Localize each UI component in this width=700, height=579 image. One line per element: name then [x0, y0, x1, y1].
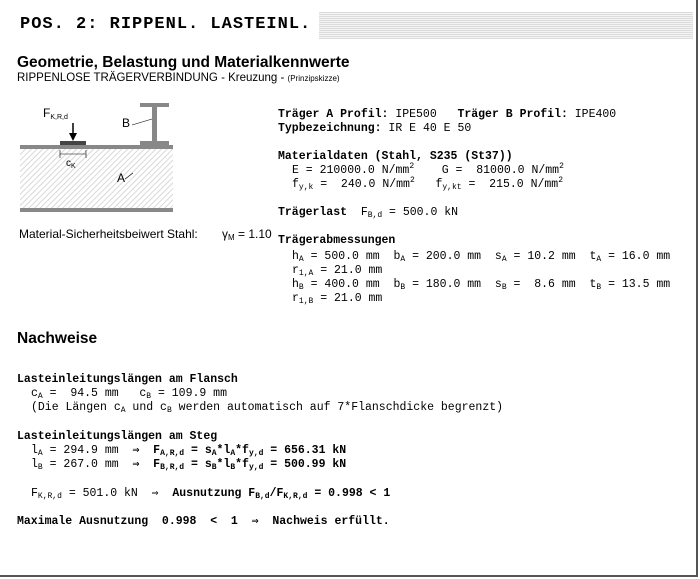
section-subtitle: RIPPENLOSE TRÄGERVERBINDUNG - Kreuzung - (Prinzipskizze)	[17, 72, 340, 84]
force-arrow-head	[69, 133, 77, 141]
dims-heading: Trägerabmessungen	[278, 234, 396, 247]
beam-a-label: A	[117, 171, 126, 185]
steg-row-b: $l_B = 267.0$ mm ⇒ $F_{B,R,d} = s_B*l_B*f_{y,d} = 500.99$ kN	[31, 458, 347, 472]
beam-b-top-flange	[140, 103, 169, 107]
dims-r1b-row: $r_{1,B} = 21.0$ mm	[292, 292, 383, 306]
beam-b-leader	[132, 119, 152, 125]
material-fy: $f_{y,k} = 240.0$ $N/mm^2$ $f_{y,kt} = 215.0$ $N/mm^2$	[292, 176, 564, 192]
safety-factor-value: $\gamma_M = 1.10$	[222, 227, 272, 242]
beam-b-bottom-flange	[140, 141, 169, 145]
ck-label: $c_K$	[66, 158, 76, 170]
steg-heading: Lasteinleitungslängen am Steg	[17, 430, 218, 443]
beam-a-top-flange	[20, 145, 173, 149]
dims-r1a-row: $r_{1,A} = 21.0$ mm	[292, 264, 383, 278]
dims-b-row: $h_B = 400.0$ mm $b_B = 180.0$ mm $s_B = 8.6$ mm $t_B = 13.5$ mm	[292, 278, 671, 292]
flansch-heading: Lasteinleitungslängen am Flansch	[17, 373, 238, 386]
material-heading: Materialdaten (Stahl, S235 (St37))	[278, 150, 513, 163]
beam-a-web	[20, 149, 173, 208]
material-e-g: E = 210000.0 $N/mm^2$ G = 81000.0 $N/mm^2$	[292, 162, 564, 177]
load-plate	[60, 141, 86, 145]
ausnutzung-line: $F_{K,R,d} = 501.0$ kN ⇒ Ausnutzung $F_{B,d}/F_{K,R,d} = 0.998 < 1$	[31, 487, 391, 501]
section-title-nachweise: Nachweise	[17, 330, 98, 347]
steg-row-a: $l_A = 294.9$ mm ⇒ $F_{A,R,d} = s_A*l_A*f_{y,d} = 656.31$ kN	[31, 444, 347, 458]
flansch-note: (Die Längen $c_A$ und $c_B$ werden automatisch auf 7*Flanschdicke begrenzt)	[31, 401, 504, 415]
beam-a-bottom-flange	[20, 208, 173, 212]
beam-crossing-sketch	[0, 95, 290, 225]
position-title: POS. 2: RIPPENL. LASTEINL.	[3, 12, 319, 39]
section-title-geometry: Geometrie, Belastung und Materialkennwerte	[17, 54, 350, 71]
profile-line: Träger A Profil: IPE500 Träger B Profil: IPE400	[278, 108, 617, 121]
safety-factor-label: Material-Sicherheitsbeiwert Stahl:	[19, 227, 198, 241]
dims-a-row: $h_A = 500.0$ mm $b_A = 200.0$ mm $s_A = 10.2$ mm $t_A = 16.0$ mm	[292, 250, 671, 264]
force-label: FK,R,d	[43, 106, 68, 121]
beam-b-label: B	[122, 116, 131, 130]
beam-b-web	[152, 107, 157, 141]
type-line: Typbezeichnung: IR E 40 E 50	[278, 122, 472, 135]
flansch-values: $c_A = 94.5$ mm $c_B = 109.9$ mm	[31, 387, 227, 401]
position-header-bar	[3, 12, 693, 39]
load-line: Trägerlast $F_{B,d} = 500.0$ kN	[278, 206, 459, 220]
final-result-line: Maximale Ausnutzung 0.998 < 1 ⇒ Nachweis erfüllt.	[17, 515, 390, 528]
